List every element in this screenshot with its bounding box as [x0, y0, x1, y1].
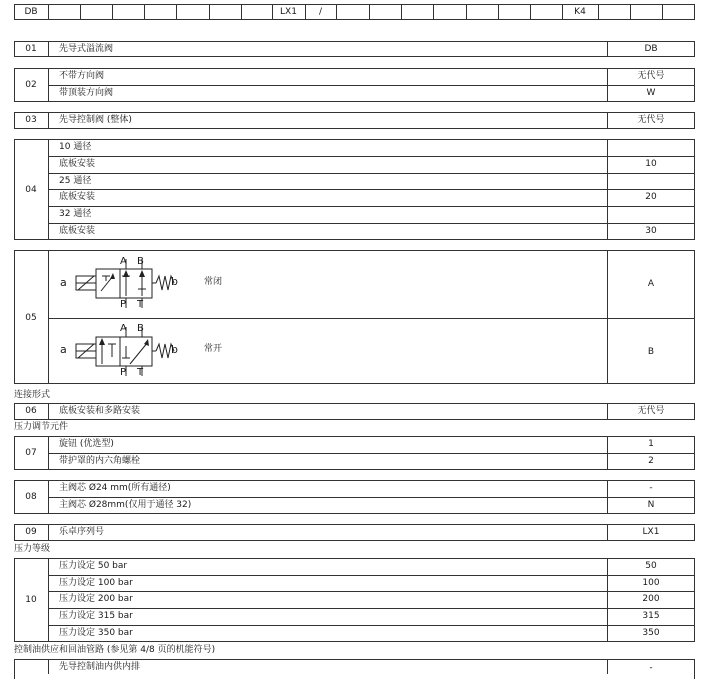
- code-cell-divider: [48, 4, 49, 20]
- row-number: 07: [25, 448, 37, 458]
- solenoid-side-label: a: [60, 276, 67, 289]
- spring-side-label: b: [171, 275, 178, 288]
- row-number: 04: [25, 185, 37, 195]
- code-cell-divider: [209, 4, 210, 20]
- section-heading: 控制油供应和回油管路 (参见第 4/8 页的机能符号): [14, 645, 216, 655]
- row-number: 01: [25, 44, 37, 54]
- code-cell-divider: [369, 4, 370, 20]
- row-label: 压力设定 50 bar: [59, 561, 128, 571]
- row-number: 10: [25, 595, 37, 605]
- row-code: 50: [645, 561, 657, 571]
- row-code: LX1: [642, 527, 660, 537]
- row-label: 32 通径: [59, 209, 92, 219]
- row-number: 06: [25, 406, 37, 416]
- section-heading: 连接形式: [14, 390, 51, 400]
- section-heading: 压力等级: [14, 544, 51, 554]
- row-label: 压力设定 200 bar: [59, 594, 133, 604]
- code-cell-divider: [530, 4, 531, 20]
- spring-side-label: b: [171, 343, 178, 356]
- row-number: 05: [25, 313, 37, 323]
- row-code: 20: [645, 192, 657, 202]
- code-cell: LX1: [280, 7, 297, 17]
- symbol-description: 常闭: [204, 277, 223, 287]
- row-09: [14, 524, 695, 541]
- solenoid-side-label: a: [60, 343, 67, 356]
- row-code: -: [649, 483, 653, 493]
- code-cell-divider: [433, 4, 434, 20]
- row-label: 带护罩的内六角螺栓: [59, 456, 141, 466]
- row-label: 先导式溢流阀: [59, 44, 114, 54]
- row-code: DB: [644, 44, 658, 54]
- code-cell-divider: [144, 4, 145, 20]
- row-code: 1: [648, 439, 654, 449]
- row-label: 10 通径: [59, 142, 92, 152]
- row-code: 315: [642, 611, 660, 621]
- row-label: 主阀芯 Ø24 mm(所有通径): [59, 483, 171, 493]
- code-cell-divider: [176, 4, 177, 20]
- code-cell-divider: [630, 4, 631, 20]
- port-label: P: [120, 367, 127, 378]
- code-cell-divider: [241, 4, 242, 20]
- row-label: 压力设定 100 bar: [59, 578, 133, 588]
- port-label: A: [120, 323, 127, 334]
- port-label: B: [137, 323, 144, 334]
- row-code: 200: [642, 594, 660, 604]
- row-code: 无代号: [637, 115, 665, 125]
- code-cell-divider: [598, 4, 599, 20]
- row-code: W: [646, 88, 656, 98]
- row-number: 08: [25, 492, 37, 502]
- row-label: 乐卓序列号: [59, 527, 105, 537]
- row-01: [14, 41, 695, 57]
- section-heading: 压力调节元件: [14, 422, 69, 432]
- row-label: 25 通径: [59, 176, 92, 186]
- code-cell-divider: [80, 4, 81, 20]
- row-code: B: [647, 347, 655, 357]
- port-label: A: [120, 256, 127, 267]
- code-cell: /: [318, 7, 323, 17]
- code-cell-divider: [112, 4, 113, 20]
- symbol-description: 常开: [204, 344, 223, 354]
- row-code: 350: [642, 628, 660, 638]
- row-number: 02: [25, 80, 37, 90]
- row-label: 底板安装: [59, 192, 96, 202]
- code-cell-divider: [498, 4, 499, 20]
- row-code: N: [647, 500, 655, 510]
- code-cell-divider: [336, 4, 337, 20]
- port-label: T: [137, 299, 144, 310]
- row-code: 30: [645, 226, 657, 236]
- row-label: 先导控制油内供内排: [59, 662, 141, 672]
- row-label: 带顶装方向阀: [59, 88, 114, 98]
- row-code: 无代号: [637, 71, 665, 81]
- port-label: P: [120, 299, 127, 310]
- row-label: 旋钮 (优选型): [59, 439, 114, 449]
- port-label: T: [137, 367, 144, 378]
- row-label: 压力设定 350 bar: [59, 628, 133, 638]
- row-label: 主阀芯 Ø28mm(仅用于通径 32): [59, 500, 192, 510]
- row-code: A: [647, 279, 655, 289]
- code-cell: DB: [24, 7, 38, 17]
- row-number: 03: [25, 115, 37, 125]
- row-label: 不带方向阀: [59, 71, 105, 81]
- row-label: 压力设定 315 bar: [59, 611, 133, 621]
- code-cell: K4: [574, 7, 586, 17]
- row-label: 先导控制阀 (整体): [59, 115, 132, 125]
- row-code: -: [649, 663, 653, 673]
- row-code: 100: [642, 578, 660, 588]
- row-label: 底板安装: [59, 226, 96, 236]
- row-label: 底板安装: [59, 159, 96, 169]
- row-code: 10: [645, 159, 657, 169]
- row-label: 底板安装和多路安装: [59, 406, 141, 416]
- code-cell-divider: [662, 4, 663, 20]
- code-cell-divider: [401, 4, 402, 20]
- code-cell-divider: [466, 4, 467, 20]
- row-number: 09: [25, 527, 37, 537]
- row-code: 无代号: [637, 406, 665, 416]
- row-code: 2: [648, 456, 654, 466]
- port-label: B: [137, 256, 144, 267]
